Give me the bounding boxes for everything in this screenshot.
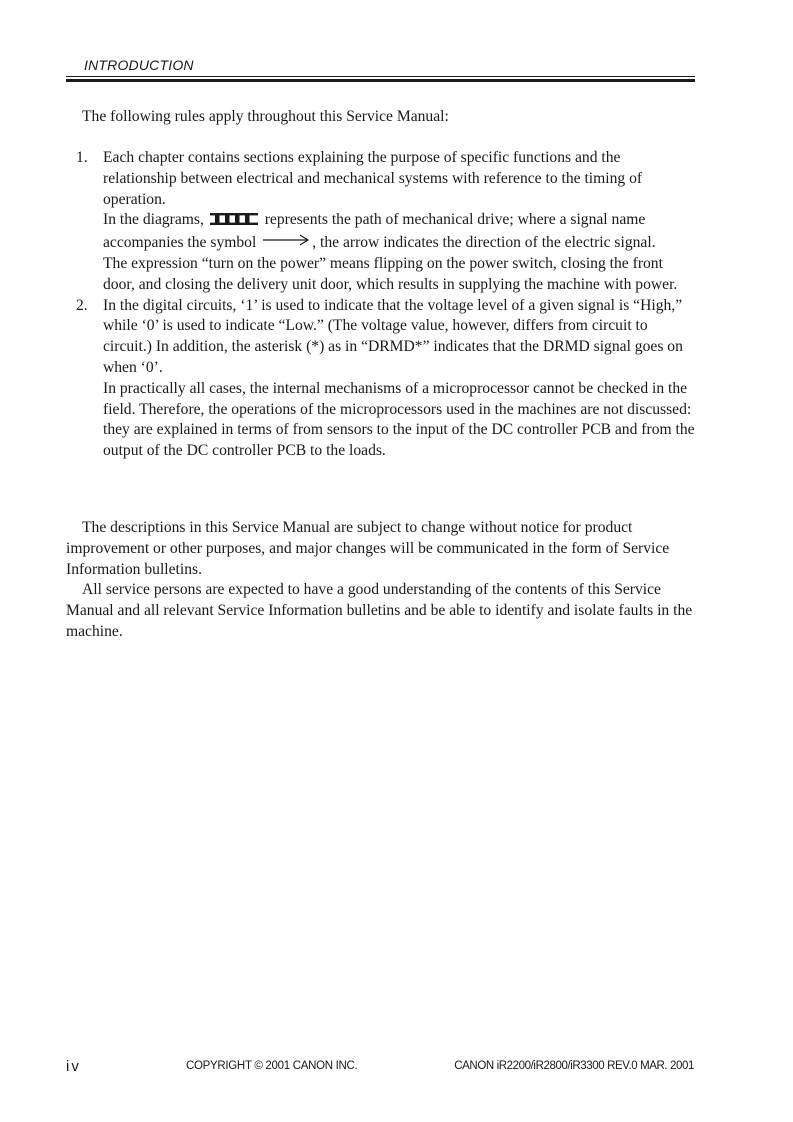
section-header-title: INTRODUCTION [84, 57, 194, 73]
closing-paragraph-1: The descriptions in this Service Manual are subject to change without notice for product improvement or other purposes, and major changes will be communicated in the form of Service Information bulletins. [66, 519, 670, 578]
rule-item-1 [66, 148, 696, 296]
rule-1-paragraph-3: The expression “turn on the power” means flipping on the power switch, closing the front door, and closing the delivery unit door, which results in supplying the machine with power. [103, 254, 678, 293]
rule-number: 2. [76, 296, 88, 314]
rule-number: 1. [76, 149, 88, 166]
rule-item-2 [66, 296, 696, 462]
rule-2-paragraph-1: In the digital circuits, ‘1’ is used to indicate that the voltage level of a given signal is “High,” while ‘0’ is used to indicate “Low.” (The voltage value, however, differs from circuit to circuit.) In addition, the asterisk (*) as in “DRMD*” indicates that the DRMD signal goes on when ‘0’. [103, 296, 683, 376]
rule-1-text-before-drive: In the diagrams, [103, 211, 204, 229]
signal-arrow-icon [262, 232, 310, 253]
footer-page-number: iv [66, 1058, 81, 1075]
header-rule-thin [66, 76, 695, 77]
rule-1-text-after-drive: represents the path of mechanical drive; where a signal name accompanies the symbol [103, 211, 646, 252]
mechanical-drive-symbol-icon [210, 211, 258, 232]
rules-list [66, 148, 696, 462]
rule-1-paragraph-2 [103, 210, 696, 254]
closing-section [66, 518, 696, 643]
intro-paragraph: The following rules apply throughout this Service Manual: [82, 108, 449, 125]
rule-1-text-after-arrow: , the arrow indicates the direction of the electric signal. [312, 234, 656, 252]
closing-paragraph-2: All service persons are expected to have a good understanding of the contents of this Service Manual and all relevant Service Information bulletins and be able to identify and isolate faults in the machine. [66, 581, 693, 640]
header-rule-thick [66, 79, 695, 82]
rule-1-paragraph-1: Each chapter contains sections explaining the purpose of specific functions and the relationship between electrical and mechanical systems with reference to the timing of operation. [103, 149, 643, 208]
footer-copyright: COPYRIGHT © 2001 CANON INC. [186, 1060, 358, 1072]
rule-2-paragraph-2: In practically all cases, the internal mechanisms of a microprocessor cannot be checked in the field. Therefore, the operations of the microprocessors used in the machines are not discussed: they are explained in terms of from sensors to the input of the DC controller PCB and from the output of the DC controller PCB to the loads. [103, 379, 695, 460]
footer-model-revision: CANON iR2200/iR2800/iR3300 REV.0 MAR. 2001 [454, 1060, 694, 1072]
